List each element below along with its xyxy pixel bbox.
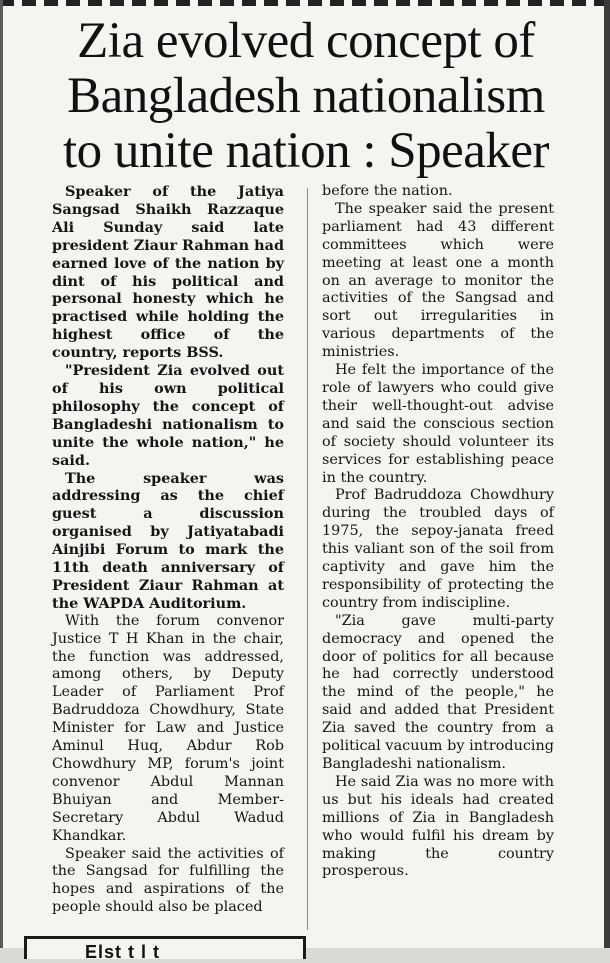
headline-line-3: to unite nation : Speaker — [62, 123, 550, 179]
right-scan-edge — [604, 0, 610, 948]
paragraph: "President Zia evolved out of his own political philosophy the concept of Bangladeshi nationalism to unite the whole nation," he said. — [52, 362, 284, 469]
paragraph: Speaker said the activities of the Sangsad for fulfilling the hopes and aspirations of the people should also be placed — [52, 845, 284, 916]
headline — [14, 14, 598, 179]
paragraph: With the forum convenor Justice T H Khan in the chair, the function was addressed, among others, by Deputy Leader of Parliament Prof Badruddoza Chowdhury, State Minister for Law and Justice Aminul Huq, Abdur Rob Chowdhury MP, forum's joint convenor Abdul Mannan Bhuiyan and Member-Secretary Abdul Wadud Khandkar. — [52, 612, 284, 844]
paragraph: before the nation. — [322, 183, 453, 199]
paragraph: The speaker was addressing as the chief guest a discussion organised by Jatiyatabadi Ainjibi Forum to mark the 11th death anniversary of President Ziaur Rahman at the WAPDA Auditorium. — [52, 469, 284, 612]
headline-line-1: Zia evolved concept of — [77, 13, 535, 69]
left-scan-edge — [0, 0, 3, 948]
article-column-right — [322, 183, 554, 881]
paragraph: "Zia gave multi-party democracy and opened the door of politics for all because he had correctly understood the mind of the people," he said and added that President Zia saved the country from a political vacuum by introducing Bangladeshi nationalism. — [322, 612, 554, 772]
column-divider — [307, 188, 308, 930]
paragraph: He felt the importance of the role of lawyers who could give their well-thought-out advise and said the conscious section of society should volunteer its services for establishing peace in the country. — [322, 362, 554, 486]
article-column-left — [52, 183, 284, 917]
headline-line-2: Bangladesh nationalism — [67, 68, 545, 124]
paragraph: The speaker said the present parliament had 43 different committees which were meeting at least one a month on an average to monitor the activities of the Sangsad and sort out irregularities in various departments of the ministries. — [322, 200, 554, 361]
next-article-partial-heading: Elst t l t — [85, 942, 161, 962]
paragraph: Prof Badruddoza Chowdhury during the troubled days of 1975, the sepoy-janata freed this valiant son of the soil from captivity and gave him the responsibility of protecting the country from indiscipline. — [322, 487, 554, 611]
top-border-rule — [0, 0, 610, 6]
paragraph: Speaker of the Jatiya Sangsad Shaikh Razzaque Ali Sunday said late president Ziaur Rahman had earned love of the nation by dint of his political and personal honesty which he practised while holding the highest office of the country, reports BSS. — [52, 183, 285, 362]
paragraph: He said Zia was no more with us but his ideals had created millions of Zia in Bangladesh who would fulfil his dream by making the country prosperous. — [322, 773, 554, 880]
next-article-box — [24, 936, 306, 962]
